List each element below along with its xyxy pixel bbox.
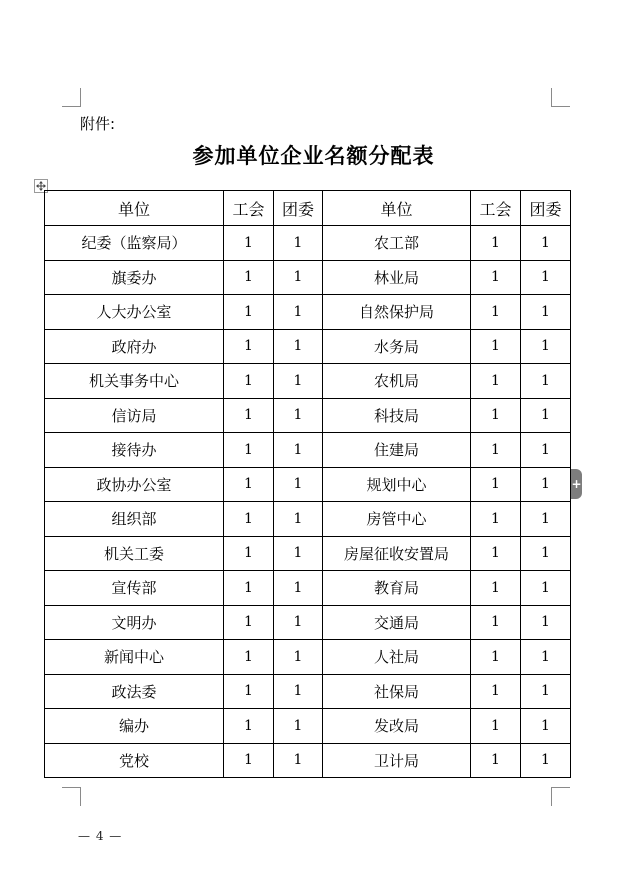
side-expand-tab[interactable] (571, 469, 582, 499)
cell-union-left: 1 (224, 743, 274, 778)
cell-unit-left: 政协办公室 (45, 467, 224, 502)
cell-unit-right: 发改局 (323, 709, 471, 744)
cell-union-left: 1 (224, 571, 274, 606)
table-row (45, 605, 571, 640)
table-row (45, 364, 571, 399)
table-header-row (45, 191, 571, 226)
cell-union-left: 1 (224, 433, 274, 468)
cell-youth-league-right: 1 (521, 329, 571, 364)
cell-youth-league-right: 1 (521, 709, 571, 744)
cell-unit-right: 水务局 (323, 329, 471, 364)
cell-union-right: 1 (471, 433, 521, 468)
table-row (45, 260, 571, 295)
cell-union-left: 1 (224, 226, 274, 261)
cell-union-left: 1 (224, 364, 274, 399)
cell-unit-left: 政法委 (45, 674, 224, 709)
cell-union-left: 1 (224, 674, 274, 709)
cell-union-right: 1 (471, 295, 521, 330)
cell-unit-left: 信访局 (45, 398, 224, 433)
table-row (45, 502, 571, 537)
cell-union-left: 1 (224, 260, 274, 295)
cell-unit-right: 教育局 (323, 571, 471, 606)
cell-youth-league-right: 1 (521, 226, 571, 261)
cell-union-left: 1 (224, 329, 274, 364)
cell-unit-left: 宣传部 (45, 571, 224, 606)
cell-youth-league-left: 1 (274, 502, 323, 537)
cell-union-right: 1 (471, 536, 521, 571)
page-number: — 4 — (78, 829, 122, 843)
cell-youth-league-right: 1 (521, 674, 571, 709)
cell-unit-right: 交通局 (323, 605, 471, 640)
cell-youth-league-right: 1 (521, 605, 571, 640)
cell-union-left: 1 (224, 640, 274, 675)
cell-unit-right: 规划中心 (323, 467, 471, 502)
table-row (45, 329, 571, 364)
table-row (45, 674, 571, 709)
cell-youth-league-left: 1 (274, 605, 323, 640)
cell-union-right: 1 (471, 364, 521, 399)
header-youth-league-right: 团委 (521, 191, 571, 226)
cell-union-right: 1 (471, 226, 521, 261)
plus-icon: + (571, 477, 582, 491)
cell-youth-league-right: 1 (521, 364, 571, 399)
cell-union-left: 1 (224, 709, 274, 744)
table-row (45, 295, 571, 330)
allocation-table (44, 190, 571, 778)
cell-youth-league-left: 1 (274, 260, 323, 295)
cell-union-left: 1 (224, 536, 274, 571)
document-title: 参加单位企业名额分配表 (192, 143, 435, 168)
cell-unit-right: 自然保护局 (323, 295, 471, 330)
cell-youth-league-left: 1 (274, 226, 323, 261)
cell-unit-left: 文明办 (45, 605, 224, 640)
cell-unit-left: 人大办公室 (45, 295, 224, 330)
attachment-label: 附件: (80, 115, 116, 133)
cell-union-right: 1 (471, 398, 521, 433)
cell-youth-league-right: 1 (521, 398, 571, 433)
header-youth-league-left: 团委 (274, 191, 323, 226)
cell-union-left: 1 (224, 605, 274, 640)
table-row (45, 398, 571, 433)
cell-unit-right: 农工部 (323, 226, 471, 261)
cell-unit-right: 房管中心 (323, 502, 471, 537)
table-row (45, 640, 571, 675)
header-union-left: 工会 (224, 191, 274, 226)
cell-unit-right: 农机局 (323, 364, 471, 399)
table-row (45, 743, 571, 778)
cell-union-right: 1 (471, 674, 521, 709)
cell-union-right: 1 (471, 571, 521, 606)
margin-mark-top-right (551, 88, 570, 107)
cell-unit-left: 机关事务中心 (45, 364, 224, 399)
cell-youth-league-left: 1 (274, 536, 323, 571)
table-row (45, 709, 571, 744)
cell-unit-left: 旗委办 (45, 260, 224, 295)
table-row (45, 571, 571, 606)
cell-union-left: 1 (224, 295, 274, 330)
cell-unit-right: 房屋征收安置局 (323, 536, 471, 571)
cell-union-right: 1 (471, 605, 521, 640)
header-unit-right: 单位 (323, 191, 471, 226)
cell-unit-left: 纪委（监察局） (45, 226, 224, 261)
table-row (45, 226, 571, 261)
cell-union-right: 1 (471, 640, 521, 675)
header-union-right: 工会 (471, 191, 521, 226)
cell-unit-left: 政府办 (45, 329, 224, 364)
table-row (45, 467, 571, 502)
cell-youth-league-left: 1 (274, 364, 323, 399)
margin-mark-bottom-right (551, 787, 570, 806)
cell-youth-league-right: 1 (521, 433, 571, 468)
cell-union-right: 1 (471, 329, 521, 364)
header-unit-left: 单位 (45, 191, 224, 226)
cell-youth-league-left: 1 (274, 640, 323, 675)
cell-union-left: 1 (224, 467, 274, 502)
cell-unit-left: 新闻中心 (45, 640, 224, 675)
cell-unit-left: 机关工委 (45, 536, 224, 571)
cell-union-right: 1 (471, 502, 521, 537)
cell-youth-league-left: 1 (274, 743, 323, 778)
cell-unit-right: 社保局 (323, 674, 471, 709)
cell-unit-right: 卫计局 (323, 743, 471, 778)
cell-union-right: 1 (471, 467, 521, 502)
cell-union-right: 1 (471, 709, 521, 744)
cell-unit-left: 组织部 (45, 502, 224, 537)
cell-unit-left: 党校 (45, 743, 224, 778)
cell-union-left: 1 (224, 502, 274, 537)
cell-youth-league-left: 1 (274, 398, 323, 433)
cell-youth-league-left: 1 (274, 295, 323, 330)
cell-unit-right: 科技局 (323, 398, 471, 433)
cell-youth-league-right: 1 (521, 743, 571, 778)
cell-union-left: 1 (224, 398, 274, 433)
cell-youth-league-left: 1 (274, 329, 323, 364)
cell-youth-league-right: 1 (521, 502, 571, 537)
cell-youth-league-left: 1 (274, 467, 323, 502)
cell-youth-league-right: 1 (521, 571, 571, 606)
cell-youth-league-right: 1 (521, 536, 571, 571)
cell-youth-league-right: 1 (521, 467, 571, 502)
table-row (45, 433, 571, 468)
cell-unit-left: 编办 (45, 709, 224, 744)
margin-mark-top-left (62, 88, 81, 107)
cell-youth-league-left: 1 (274, 674, 323, 709)
cell-youth-league-right: 1 (521, 260, 571, 295)
cell-youth-league-right: 1 (521, 640, 571, 675)
cell-unit-right: 人社局 (323, 640, 471, 675)
cell-youth-league-left: 1 (274, 571, 323, 606)
cell-unit-right: 住建局 (323, 433, 471, 468)
cell-unit-left: 接待办 (45, 433, 224, 468)
margin-mark-bottom-left (62, 787, 81, 806)
table-row (45, 536, 571, 571)
cell-unit-right: 林业局 (323, 260, 471, 295)
cell-youth-league-left: 1 (274, 433, 323, 468)
cell-youth-league-left: 1 (274, 709, 323, 744)
cell-youth-league-right: 1 (521, 295, 571, 330)
cell-union-right: 1 (471, 260, 521, 295)
cell-union-right: 1 (471, 743, 521, 778)
